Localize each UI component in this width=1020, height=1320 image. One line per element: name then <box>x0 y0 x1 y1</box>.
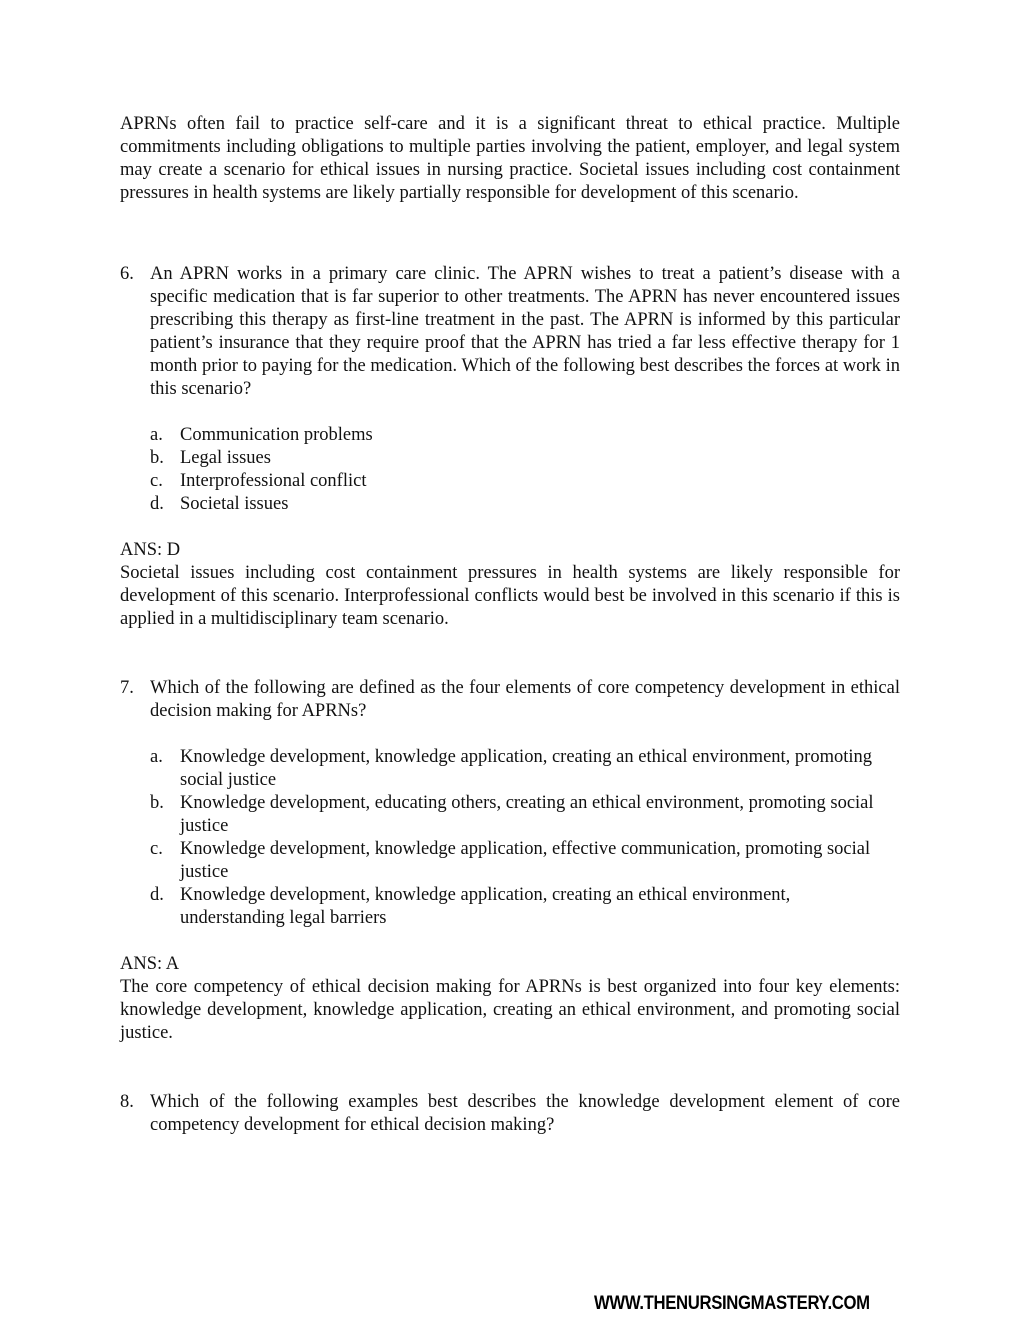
option-text: Societal issues <box>180 494 289 514</box>
option-letter: a. <box>150 747 163 767</box>
option-letter: d. <box>150 885 164 905</box>
option-text: Knowledge development, educating others, creating an ethical environment, promoting social justice <box>180 793 874 836</box>
question-number: 6. <box>120 264 134 284</box>
intro-paragraph: APRNs often fail to practice self-care and it is a significant threat to ethical practice. Multiple commitments including obligations to multiple parties involving the patient, employer, and legal system may create a scenario for ethical issues in nursing practice. Societal issues including cost containment pressures in health systems are likely partially responsible for development of this scenario. <box>120 114 900 203</box>
question-7 <box>120 677 900 1045</box>
option-text: Interprofessional conflict <box>180 471 367 491</box>
option-letter: d. <box>150 494 164 514</box>
question-text: Which of the following examples best describes the knowledge development element of core competency development for ethical decision making? <box>150 1092 900 1135</box>
option-letter: c. <box>150 471 163 491</box>
option-text: Knowledge development, knowledge application, creating an ethical environment, understanding legal barriers <box>180 885 791 928</box>
question-8 <box>120 1091 900 1137</box>
option-d <box>150 493 900 516</box>
answer-options <box>150 746 900 930</box>
option-b <box>150 792 900 838</box>
option-b <box>150 447 900 470</box>
option-letter: a. <box>150 425 163 445</box>
option-text: Knowledge development, knowledge application, effective communication, promoting social justice <box>180 839 871 882</box>
option-a <box>150 424 900 447</box>
rationale: Societal issues including cost containment pressures in health systems are likely responsible for development of this scenario. Interprofessional conflicts would best be involved in this scenario if this is applied in a multidisciplinary team scenario. <box>120 563 900 629</box>
option-letter: b. <box>150 448 164 468</box>
footer-website-url: WWW.THENURSINGMASTERY.COM <box>594 1293 870 1314</box>
answer-key: ANS: A <box>120 954 180 974</box>
option-letter: c. <box>150 839 163 859</box>
question-number: 8. <box>120 1092 134 1112</box>
rationale: The core competency of ethical decision making for APRNs is best organized into four key elements: knowledge development, knowledge application, creating an ethical environment, and promoting social justice. <box>120 977 900 1043</box>
question-text: An APRN works in a primary care clinic. The APRN wishes to treat a patient’s disease with a specific medication that is far superior to other treatments. The APRN has never encountered issues prescribing this therapy as first-line treatment in the past. The APRN is informed by this particular patient’s insurance that they require proof that the APRN has tried a far less effective therapy for 1 month prior to paying for the medication. Which of the following best describes the forces at work in this scenario? <box>150 264 900 399</box>
option-a <box>150 746 900 792</box>
option-letter: b. <box>150 793 164 813</box>
question-6 <box>120 263 900 631</box>
question-text: Which of the following are defined as the four elements of core competency development in ethical decision making for APRNs? <box>150 678 900 721</box>
answer-key: ANS: D <box>120 540 181 560</box>
option-text: Legal issues <box>180 448 271 468</box>
option-c <box>150 470 900 493</box>
option-c <box>150 838 900 884</box>
option-text: Knowledge development, knowledge application, creating an ethical environment, promoting social justice <box>180 747 872 790</box>
option-text: Communication problems <box>180 425 373 445</box>
option-d <box>150 884 900 930</box>
answer-options <box>150 424 900 516</box>
question-number: 7. <box>120 678 134 698</box>
document-page <box>120 113 900 1137</box>
